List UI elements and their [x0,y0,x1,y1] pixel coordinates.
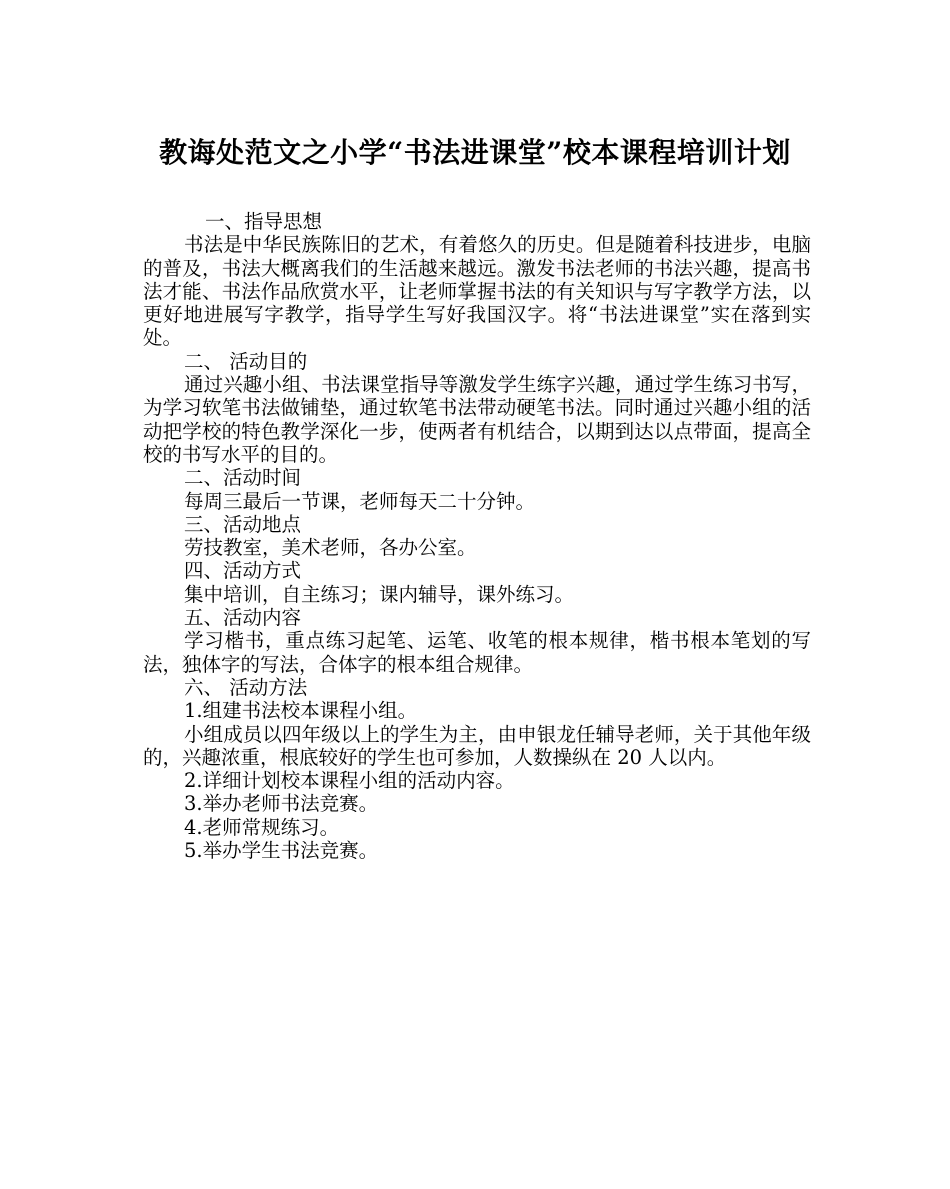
section-heading-activity-content: 五、活动内容 [184,606,302,630]
paragraph-activity-content: 学习楷书，重点练习起笔、运笔、收笔的根本规律，楷书根本笔划的写法，独体字的写法，合体字的根本组合规律。 [143,629,811,676]
section-heading-activity-purpose: 二、 活动目的 [184,349,308,373]
section-heading-activity-location: 三、活动地点 [184,512,302,536]
paragraph-activity-location: 劳技教室，美术老师，各办公室。 [184,536,477,560]
document-body [143,210,811,862]
paragraph-activity-purpose: 通过兴趣小组、书法课堂指导等激发学生练字兴趣，通过学生练习书写，为学习软笔书法做铺垫，通过软笔书法带动硬笔书法。同时通过兴趣小组的活动把学校的特色教学深化一步，使两者有机结合，以期到达以点带面，提高全校的书写水平的目的。 [143,373,811,466]
section-heading-guiding-ideology: 一、指导思想 [205,210,323,233]
paragraph-group-members: 小组成员以四年级以上的学生为主，由申银龙任辅导老师，关于其他年级的，兴趣浓重，根底较好的学生也可参加，人数操纵在 20 人以内。 [143,722,811,769]
section-heading-activity-mode: 四、活动方式 [184,559,302,583]
list-item-method-5: 5.举办学生书法竞赛。 [184,839,379,863]
list-item-method-2: 2.详细计划校本课程小组的活动内容。 [184,769,515,793]
list-item-method-1: 1.组建书法校本课程小组。 [184,699,418,723]
list-item-method-3: 3.举办老师书法竞赛。 [184,792,379,816]
paragraph-activity-mode: 集中培训，自主练习；课内辅导，课外练习。 [184,582,575,606]
list-item-method-4: 4.老师常规练习。 [184,815,340,839]
document-title: 教诲处范文之小学“书法进课堂”校本课程培训计划 [159,136,791,169]
section-heading-activity-time: 二、活动时间 [184,466,302,490]
paragraph-activity-time: 每周三最后一节课，老师每天二十分钟。 [184,489,536,513]
section-heading-activity-method: 六、 活动方法 [184,675,308,699]
paragraph-guiding-ideology: 书法是中华民族陈旧的艺术，有着悠久的历史。但是随着科技进步，电脑的普及，书法大概离我们的生活越来越远。激发书法老师的书法兴趣，提高书法才能、书法作品欣赏水平，让老师掌握书法的有关知识与写字教学方法，以更好地进展写字教学，指导学生写好我国汉字。将“书法进课堂”实在落到实处。 [143,233,811,350]
